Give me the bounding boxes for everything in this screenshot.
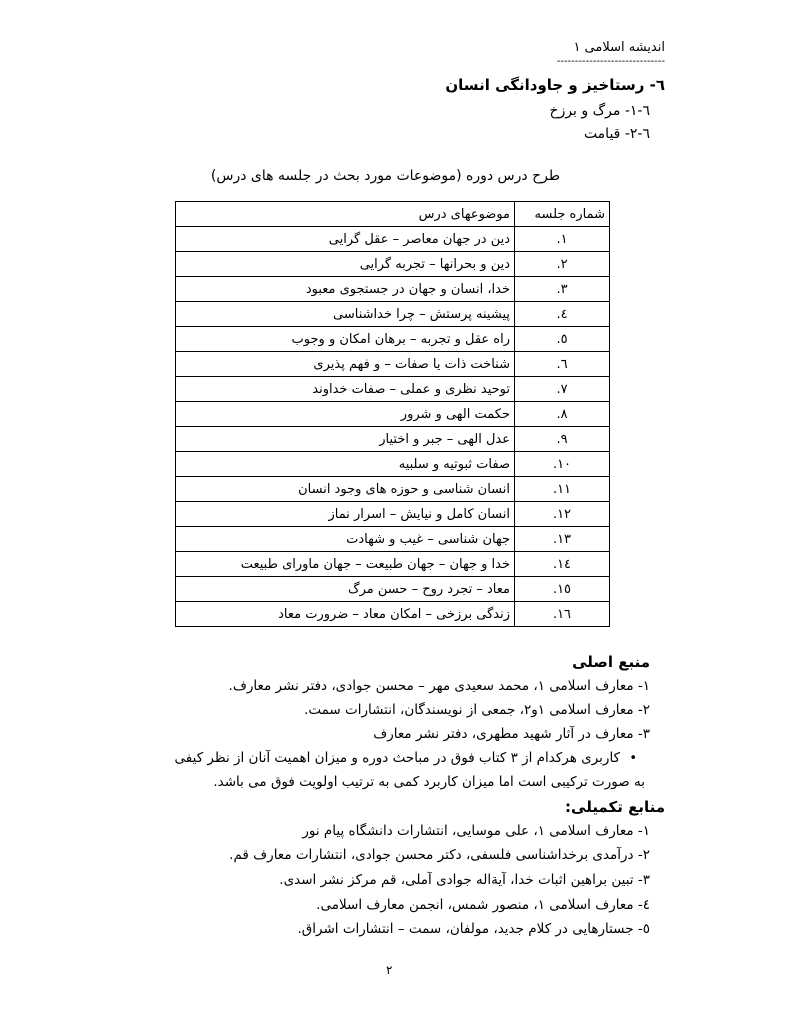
table-row [176,577,610,602]
table-row [176,402,610,427]
session-number: ٢. [515,252,610,277]
session-topic: شناخت ذات یا صفات – و فهم پذیری [176,352,515,377]
table-row [176,377,610,402]
table-caption: طرح درس دوره (موضوعات مورد بحث در جلسه های درس) [210,168,560,184]
table-row [176,302,610,327]
supplementary-source-item: ٥- جستارهایی در کلام جدید، مولفان، سمت – انتشارات اشراق. [297,921,650,937]
main-sources-heading: منبع اصلی [572,653,650,671]
session-number: ١. [515,227,610,252]
session-number: ٨. [515,402,610,427]
table-row [176,252,610,277]
session-topic: دین در جهان معاصر – عقل گرایی [176,227,515,252]
header-number: شماره جلسه [515,202,610,227]
session-topic: جهان شناسی – غیب و شهادت [176,527,515,552]
session-topic: معاد – تجرد روح – حسن مرگ [176,577,515,602]
session-number: ٤. [515,302,610,327]
main-source-item: ٣- معارف در آثار شهید مطهری، دفتر نشر معارف [373,726,650,742]
supplementary-source-item: ٣- تبین براهین اثبات خدا، آیةاله جوادی آملی، قم مرکز نشر اسدی. [279,872,650,888]
table-header-row [176,202,610,227]
table-row [176,352,610,377]
session-number: ٥. [515,327,610,352]
session-topic: صفات ثبوتیه و سلبیه [176,452,515,477]
table-row [176,227,610,252]
session-topic: انسان شناسی و حوزه های وجود انسان [176,477,515,502]
session-topic: توحید نظری و عملی – صفات خداوند [176,377,515,402]
table-row [176,427,610,452]
main-source-item: ١- معارف اسلامی ١، محمد سعیدی مهر – محسن جوادی، دفتر نشر معارف. [228,678,650,694]
session-number: ١٠. [515,452,610,477]
supplementary-source-item: ٤- معارف اسلامی ١، منصور شمس، انجمن معارف اسلامی. [316,897,650,913]
session-topic: خدا و جهان – جهان طبیعت – جهان ماورای طبیعت [176,552,515,577]
page-number: ٢ [386,963,393,977]
session-topic: انسان کامل و نیایش – اسرار نماز [176,502,515,527]
table-row [176,602,610,627]
session-topic: دین و بحرانها – تجربه گرایی [176,252,515,277]
subsection-1: ٦-١- مرگ و برزخ [549,103,650,119]
session-number: ٦. [515,352,610,377]
session-number: ٣. [515,277,610,302]
header-topic: موضوعهای درس [176,202,515,227]
table-row [176,277,610,302]
running-header-rule: ------------------------------ [556,56,665,67]
subsection-2: ٦-٢- قیامت [583,126,650,142]
session-number: ١٣. [515,527,610,552]
session-topic: راه عقل و تجربه – برهان امکان و وجوب [176,327,515,352]
session-topic: عدل الهی – جبر و اختیار [176,427,515,452]
table-row [176,552,610,577]
session-number: ١١. [515,477,610,502]
course-plan-table [175,201,610,627]
session-number: ٩. [515,427,610,452]
supplementary-sources-heading: منابع تکمیلی: [565,798,665,816]
sources-note-line-1: کاربری هرکدام از ٣ کتاب فوق در مباحث دوره و میزان اهمیت آنان از نظر کیفی [174,750,620,766]
session-topic: حکمت الهی و شرور [176,402,515,427]
section-heading: ٦- رستاخیز و جاودانگی انسان [445,76,665,94]
session-number: ٧. [515,377,610,402]
session-topic: خدا، انسان و جهان در جستجوی معبود [176,277,515,302]
supplementary-source-item: ٢- درآمدی برخداشناسی فلسفی، دکتر محسن جوادی، انتشارات معارف قم. [229,847,650,863]
table-row [176,452,610,477]
sources-note-line-2: به صورت ترکیبی است اما میزان کاربرد کمی به ترتیب اولویت فوق می باشد. [213,774,645,790]
session-number: ١٢. [515,502,610,527]
supplementary-source-item: ١- معارف اسلامی ١، علی موسایی، انتشارات دانشگاه پیام نور [302,823,650,839]
session-topic: پیشینه پرستش – چرا خداشناسی [176,302,515,327]
session-number: ١٤. [515,552,610,577]
bullet-icon: • [629,751,637,766]
session-topic: زندگی برزخی – امکان معاد – ضرورت معاد [176,602,515,627]
table-row [176,527,610,552]
session-number: ١٦. [515,602,610,627]
table-row [176,327,610,352]
running-header-title: اندیشه اسلامی ۱ [573,40,665,55]
table-row [176,502,610,527]
session-number: ١٥. [515,577,610,602]
main-source-item: ٢- معارف اسلامی ١و٢، جمعی از نویسندگان، انتشارات سمت. [304,702,650,718]
table-row [176,477,610,502]
